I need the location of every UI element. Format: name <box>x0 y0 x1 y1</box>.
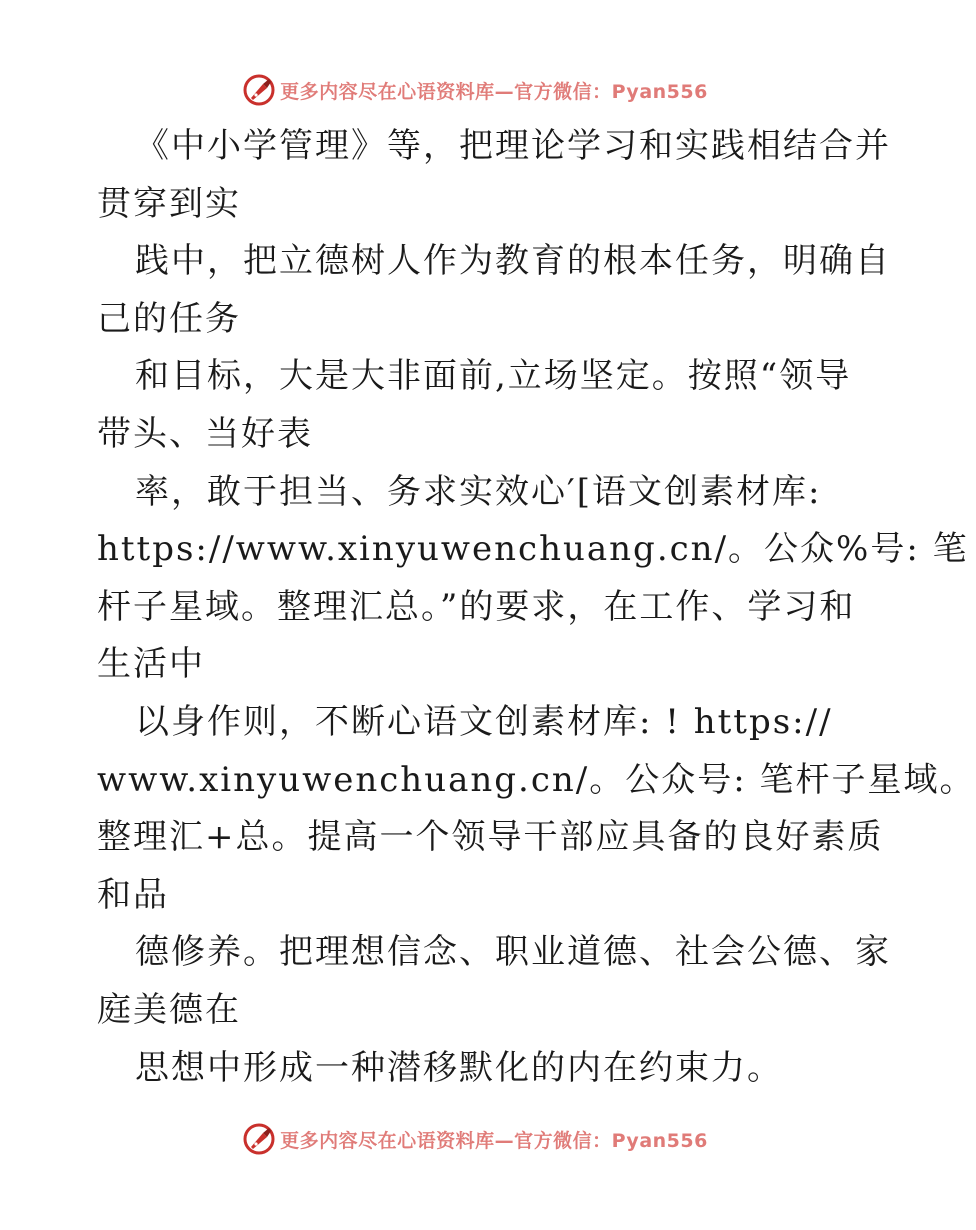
text-line: 思想中形成一种潜移默化的内在约束力。 <box>135 1047 783 1088</box>
header-watermark <box>0 70 950 110</box>
text-line: 和目标，大是大非面前,立场坚定。按照“领导 <box>135 356 852 397</box>
watermark-text: 更多内容尽在心语资料库—官方微信：Pyan556 <box>280 1129 708 1152</box>
text-line: 生活中 <box>97 644 205 685</box>
text-line: 德修养。把理想信念、职业道德、社会公德、家 <box>135 932 891 973</box>
text-line: 杆子星域。整理汇总。”的要求，在工作、学习和 <box>97 586 856 627</box>
text-line: 《中小学管理》等，把理论学习和实践相结合并 <box>135 126 891 166</box>
pen-nib-logo-icon <box>242 73 276 107</box>
text-line: https://www.xinyuwenchuang.cn/。公众%号: 笔 <box>97 529 969 570</box>
text-line: 庭美德在 <box>97 989 241 1030</box>
document-body <box>97 118 976 1097</box>
text-line: 率，敢于担当、务求实效心′[语文创素材库: <box>135 471 822 512</box>
watermark-text: 更多内容尽在心语资料库—官方微信：Pyan556 <box>280 80 708 103</box>
footer-watermark <box>0 1119 950 1159</box>
text-line: 带头、当好表 <box>97 413 313 454</box>
text-line: 贯穿到实 <box>97 183 241 224</box>
text-line: 以身作则，不断心语文创素材库: ! https:// <box>135 701 833 742</box>
text-line: www.xinyuwenchuang.cn/。公众号: 笔杆子星域。 <box>97 759 976 800</box>
text-line: 和品 <box>97 874 169 915</box>
text-line: 整理汇+总。提高一个领导干部应具备的良好素质 <box>97 817 884 858</box>
text-line: 己的任务 <box>97 298 241 339</box>
text-line: 践中，把立德树人作为教育的根本任务，明确自 <box>135 241 891 282</box>
pen-nib-logo-icon <box>242 1122 276 1156</box>
